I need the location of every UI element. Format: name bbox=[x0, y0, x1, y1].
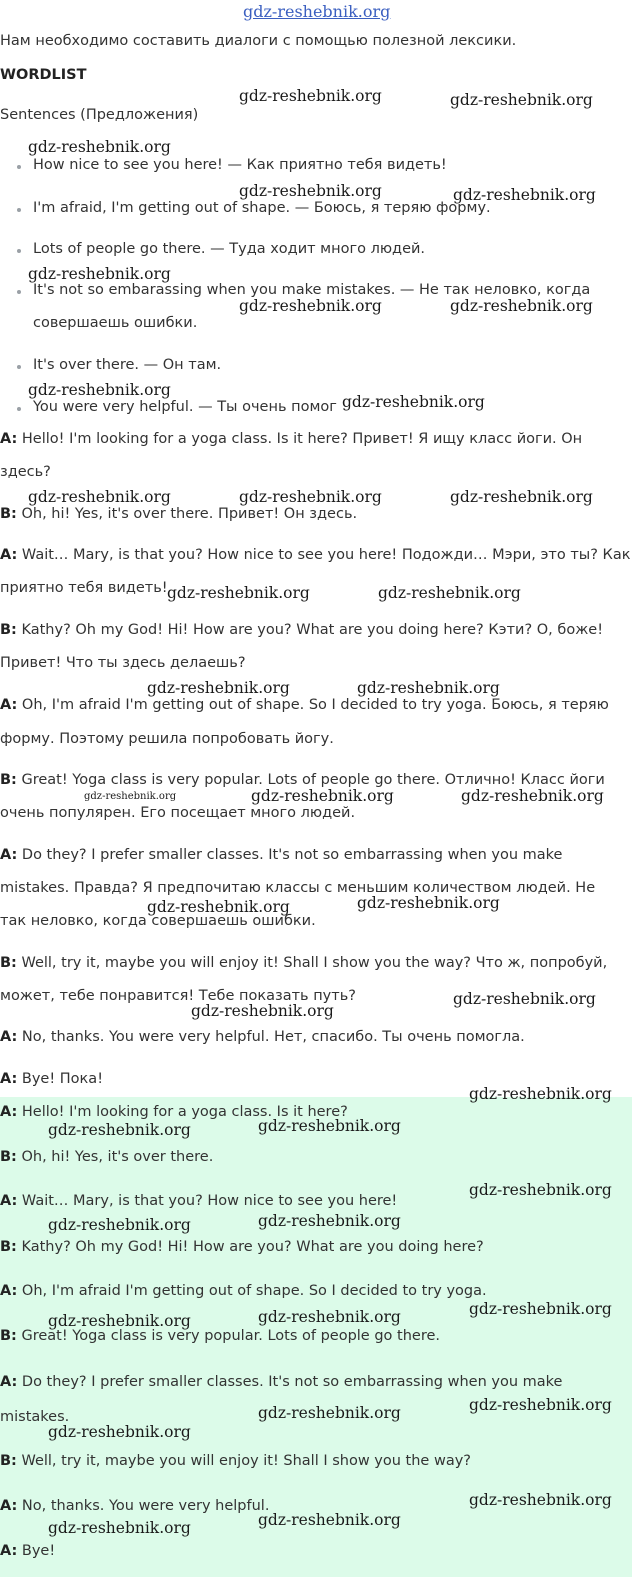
watermark: gdz-reshebnik.org bbox=[48, 1216, 191, 1234]
wordlist-item: Lots of people go there. — Туда ходит много людей. bbox=[33, 241, 426, 257]
dialogue-line-continued: mistakes. Правда? Я предпочитаю классы с меньшим количеством людей. Не bbox=[0, 880, 596, 896]
watermark: gdz-reshebnik.org bbox=[251, 787, 394, 805]
dialogue-line-continued: так неловко, когда совершаешь ошибки. bbox=[0, 913, 316, 929]
watermark: gdz-reshebnik.org bbox=[450, 91, 593, 109]
watermark: gdz-reshebnik.org bbox=[48, 1312, 191, 1330]
sentences-heading: Sentences (Предложения) bbox=[0, 107, 199, 123]
watermark: gdz-reshebnik.org bbox=[48, 1423, 191, 1441]
english-line: B: Kathy? Oh my God! Hi! How are you? What are you doing here? bbox=[0, 1239, 484, 1255]
dialogue-line: A: No, thanks. You were very helpful. Нет, спасибо. Ты очень помогла. bbox=[0, 1029, 525, 1045]
dialogue-line: A: Do they? I prefer smaller classes. It's not so embarrassing when you make bbox=[0, 847, 563, 863]
watermark: gdz-reshebnik.org bbox=[239, 87, 382, 105]
english-line: B: Well, try it, maybe you will enjoy it! Shall I show you the way? bbox=[0, 1453, 471, 1469]
watermark: gdz-reshebnik.org bbox=[450, 297, 593, 315]
watermark: gdz-reshebnik.org bbox=[357, 894, 500, 912]
bullet-dot bbox=[17, 290, 21, 294]
english-line: A: Do they? I prefer smaller classes. It's not so embarrassing when you make bbox=[0, 1374, 563, 1390]
bullet-dot bbox=[17, 165, 21, 169]
watermark: gdz-reshebnik.org bbox=[357, 679, 500, 697]
english-line: A: No, thanks. You were very helpful. bbox=[0, 1498, 270, 1514]
watermark: gdz-reshebnik.org bbox=[28, 381, 171, 399]
watermark: gdz-reshebnik.org bbox=[469, 1181, 612, 1199]
wordlist-item-continued: совершаешь ошибки. bbox=[33, 315, 198, 331]
dialogue-line: B: Oh, hi! Yes, it's over there. Привет! Он здесь. bbox=[0, 506, 358, 522]
dialogue-line: B: Kathy? Oh my God! Hi! How are you? What are you doing here? Кэти? О, боже! bbox=[0, 622, 604, 638]
watermark: gdz-reshebnik.org bbox=[469, 1085, 612, 1103]
dialogue-line-continued: здесь? bbox=[0, 464, 51, 480]
dialogue-line: A: Bye! Пока! bbox=[0, 1071, 104, 1087]
wordlist-item: How nice to see you here! — Как приятно тебя видеть! bbox=[33, 157, 447, 173]
watermark: gdz-reshebnik.org bbox=[147, 898, 290, 916]
english-line: A: Oh, I'm afraid I'm getting out of shape. So I decided to try yoga. bbox=[0, 1283, 487, 1299]
dialogue-line-continued: может, тебе понравится! Тебе показать путь? bbox=[0, 988, 356, 1004]
english-line: B: Great! Yoga class is very popular. Lots of people go there. bbox=[0, 1328, 440, 1344]
watermark: gdz-reshebnik.org bbox=[469, 1491, 612, 1509]
watermark: gdz-reshebnik.org bbox=[469, 1300, 612, 1318]
watermark: gdz-reshebnik.org bbox=[342, 393, 485, 411]
english-line: B: Oh, hi! Yes, it's over there. bbox=[0, 1149, 214, 1165]
watermark: gdz-reshebnik.org bbox=[469, 1396, 612, 1414]
watermark: gdz-reshebnik.org bbox=[258, 1511, 401, 1529]
wordlist-item: It's over there. — Он там. bbox=[33, 357, 222, 373]
watermark: gdz-reshebnik.org bbox=[258, 1212, 401, 1230]
dialogue-line-continued: приятно тебя видеть! bbox=[0, 580, 168, 596]
watermark: gdz-reshebnik.org bbox=[48, 1121, 191, 1139]
bullet-dot bbox=[17, 249, 21, 253]
watermark: gdz-reshebnik.org bbox=[378, 584, 521, 602]
watermark: gdz-reshebnik.org bbox=[258, 1404, 401, 1422]
watermark: gdz-reshebnik.org bbox=[84, 791, 177, 802]
watermark: gdz-reshebnik.org bbox=[239, 297, 382, 315]
wordlist-item: I'm afraid, I'm getting out of shape. — Боюсь, я теряю форму. bbox=[33, 200, 491, 216]
watermark: gdz-reshebnik.org bbox=[453, 186, 596, 204]
dialogue-line-continued: Привет! Что ты здесь делаешь? bbox=[0, 655, 246, 671]
english-line: A: Wait… Mary, is that you? How nice to see you here! bbox=[0, 1193, 398, 1209]
english-line-continued: mistakes. bbox=[0, 1409, 70, 1425]
watermark: gdz-reshebnik.org bbox=[450, 488, 593, 506]
watermark: gdz-reshebnik.org bbox=[239, 182, 382, 200]
watermark: gdz-reshebnik.org bbox=[191, 1002, 334, 1020]
watermark: gdz-reshebnik.org bbox=[167, 584, 310, 602]
watermark: gdz-reshebnik.org bbox=[461, 787, 604, 805]
dialogue-line: A: Oh, I'm afraid I'm getting out of shape. So I decided to try yoga. Боюсь, я теряю bbox=[0, 697, 609, 713]
wordlist-item: It's not so embarassing when you make mistakes. — Не так неловко, когда bbox=[33, 282, 591, 298]
watermark: gdz-reshebnik.org bbox=[258, 1308, 401, 1326]
dialogue-line: A: Hello! I'm looking for a yoga class. Is it here? Привет! Я ищу класс йоги. Он bbox=[0, 431, 583, 447]
wordlist-item: You were very helpful. — Ты очень помог bbox=[33, 399, 337, 415]
dialogue-line-continued: форму. Поэтому решила попробовать йогу. bbox=[0, 731, 334, 747]
watermark: gdz-reshebnik.org bbox=[28, 138, 171, 156]
bullet-dot bbox=[17, 407, 21, 411]
bullet-dot bbox=[17, 208, 21, 212]
watermark: gdz-reshebnik.org bbox=[48, 1519, 191, 1537]
watermark: gdz-reshebnik.org bbox=[453, 990, 596, 1008]
watermark: gdz-reshebnik.org bbox=[147, 679, 290, 697]
dialogue-line: B: Great! Yoga class is very popular. Lots of people go there. Отлично! Класс йоги bbox=[0, 772, 605, 788]
watermark: gdz-reshebnik.org bbox=[258, 1117, 401, 1135]
watermark: gdz-reshebnik.org bbox=[28, 265, 171, 283]
dialogue-line: B: Well, try it, maybe you will enjoy it! Shall I show you the way? Что ж, попробуй, bbox=[0, 955, 608, 971]
english-line: A: Bye! bbox=[0, 1543, 56, 1559]
dialogue-line-continued: очень популярен. Его посещает много людей. bbox=[0, 805, 356, 821]
wordlist-heading: WORDLIST bbox=[0, 67, 87, 83]
bullet-dot bbox=[17, 365, 21, 369]
dialogue-line: A: Wait… Mary, is that you? How nice to see you here! Подожди… Мэри, это ты? Как bbox=[0, 547, 631, 563]
watermark: gdz-reshebnik.org bbox=[239, 488, 382, 506]
intro-text: Нам необходимо составить диалоги с помощью полезной лексики. bbox=[0, 33, 517, 49]
watermark: gdz-reshebnik.org bbox=[28, 488, 171, 506]
watermark: gdz-reshebnik.org bbox=[243, 2, 391, 21]
english-line: A: Hello! I'm looking for a yoga class. Is it here? bbox=[0, 1104, 348, 1120]
